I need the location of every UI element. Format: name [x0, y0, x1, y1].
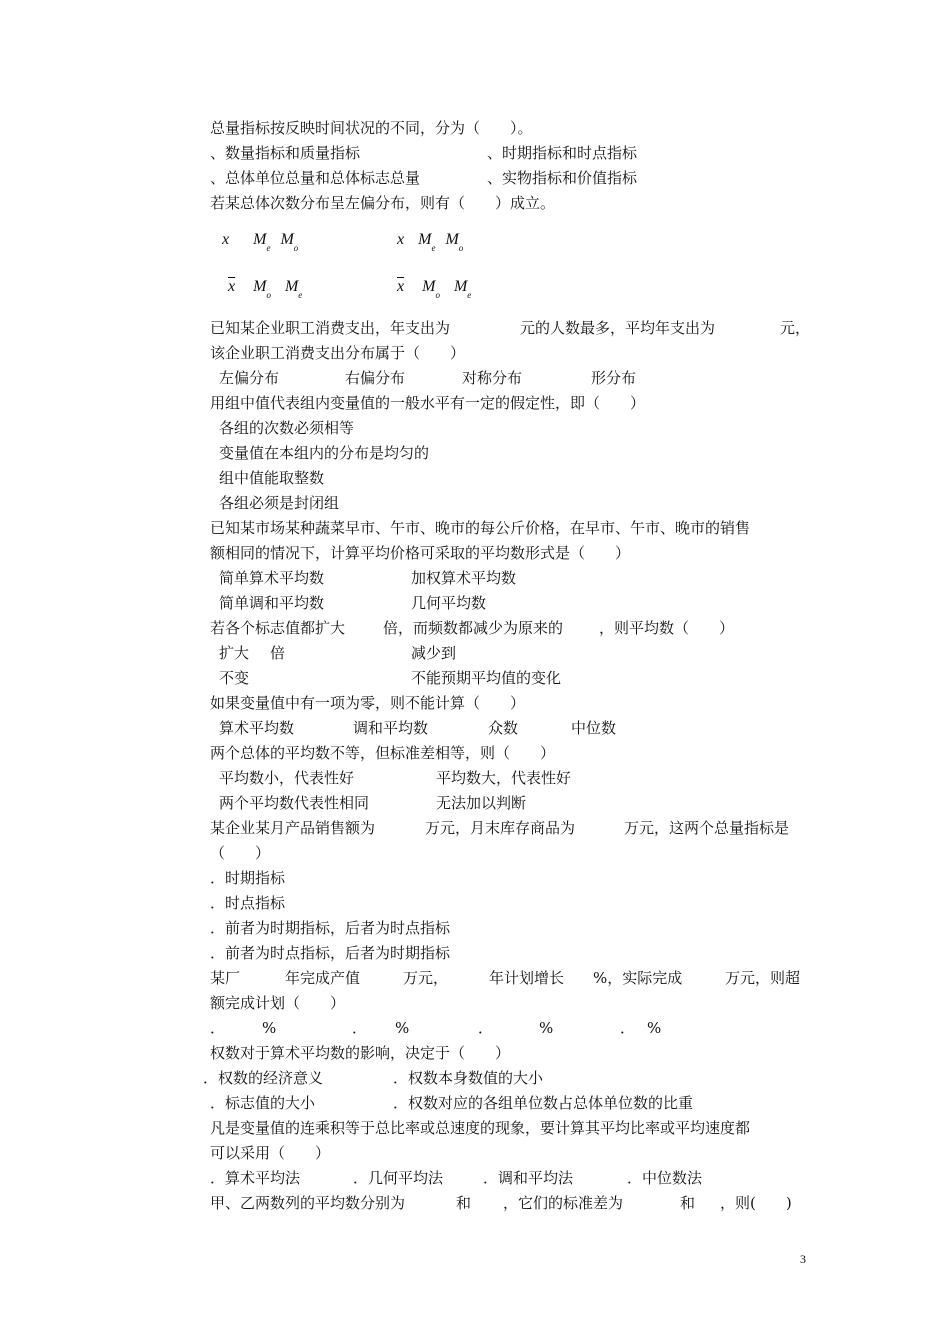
option-b: ．权数本身数值的大小 — [393, 1069, 544, 1087]
option-a: 扩大 — [219, 644, 250, 662]
option-c: 、总体单位总量和总体标志总量 — [210, 169, 421, 187]
question-text: 总量指标按反映时间状况的不同，分为（ ）。 — [210, 119, 533, 137]
math-subscript: o — [458, 243, 464, 253]
option-d: 各组必须是封闭组 — [219, 494, 340, 512]
question-text: 和 — [680, 1194, 696, 1212]
question-text: 某企业某月产品销售额为 — [210, 819, 376, 837]
question-text: ，则( ) — [720, 1194, 792, 1212]
option-d: 、实物指标和价值指标 — [487, 169, 638, 187]
math-symbol: M — [445, 231, 459, 248]
formula-option-b — [397, 230, 463, 258]
option-b: 平均数大，代表性好 — [436, 769, 572, 787]
option-a: 算术平均数 — [219, 719, 295, 737]
option-a: ．算术平均法 — [210, 1169, 301, 1187]
question-text: 万元， — [403, 969, 449, 987]
option-d: 不能预期平均值的变化 — [411, 669, 562, 687]
option-c: ．前者为时期指标，后者为时点指标 — [210, 919, 451, 937]
question-text: 甲、乙两数列的平均数分别为 — [210, 1194, 406, 1212]
option-c: 对称分布 — [462, 369, 523, 387]
math-symbol: M — [422, 278, 436, 295]
option-a: ．权数的经济意义 — [203, 1069, 324, 1087]
option-b: % — [395, 1019, 410, 1037]
question-text: 已知某市场某种蔬菜早市、午市、晚市的每公斤价格，在早市、午市、晚市的销售 — [210, 519, 751, 537]
option-c: 不变 — [219, 669, 250, 687]
math-symbol: M — [253, 278, 267, 295]
option-d: 中位数 — [571, 719, 617, 737]
formula-option-d — [397, 277, 471, 305]
option-a: ．时期指标 — [210, 869, 286, 887]
question-text: 权数对于算术平均数的影响，决定于（ ） — [210, 1044, 511, 1062]
question-text: 和 — [456, 1194, 472, 1212]
question-text: 已知某企业职工消费支出，年支出为 — [210, 319, 451, 337]
math-subscript: e — [431, 243, 436, 253]
math-symbol: M — [453, 278, 468, 295]
question-text: 该企业职工消费支出分布属于（ ） — [210, 344, 466, 362]
option-d: ．权数对应的各组单位数占总体单位数的比重 — [393, 1094, 694, 1112]
option-c: 简单调和平均数 — [219, 594, 325, 612]
question-text: 凡是变量值的连乘积等于总比率或总速度的现象，要计算其平均比率或平均速度都 — [210, 1119, 751, 1137]
option-c: 组中值能取整数 — [219, 469, 325, 487]
option-d: 无法加以判断 — [436, 794, 527, 812]
option-c: 众数 — [488, 719, 519, 737]
math-symbol: M — [280, 231, 294, 248]
question-text: 两个总体的平均数不等，但标准差相等，则（ ） — [210, 744, 556, 762]
question-text: （ ） — [210, 844, 271, 862]
question-text: 万元，则超 — [725, 969, 801, 987]
option-b: 、时期指标和时点指标 — [487, 144, 638, 162]
question-text: 若某总体次数分布呈左偏分布，则有（ ）成立。 — [210, 194, 556, 212]
option-a: % — [262, 1019, 277, 1037]
question-text: 万元，这两个总量指标是 — [624, 819, 790, 837]
option-a: ． — [210, 1019, 226, 1037]
option-d: % — [647, 1019, 662, 1037]
option-b: 变量值在本组内的分布是均匀的 — [219, 444, 430, 462]
option-a: 平均数小，代表性好 — [219, 769, 355, 787]
option-c: ． — [478, 1019, 494, 1037]
question-text: 元的人数最多，平均年支出为 — [520, 319, 716, 337]
question-text: 用组中值代表组内变量值的一般水平有一定的假定性，即（ ） — [210, 394, 646, 412]
math-symbol: M — [284, 278, 299, 295]
option-b: ．几何平均法 — [353, 1169, 444, 1187]
question-text: %，实际完成 — [593, 969, 683, 987]
option-d: ． — [620, 1019, 636, 1037]
formula-option-a — [222, 230, 298, 258]
option-a: 简单算术平均数 — [219, 569, 325, 587]
question-text: 倍，而频数都减少为原来的 — [383, 619, 564, 637]
math-symbol: x — [397, 231, 405, 248]
question-text: 若各个标志值都扩大 — [210, 619, 346, 637]
formula-option-c — [228, 277, 302, 305]
math-symbol: $\overline{x}$ — [397, 278, 405, 295]
math-subscript: o — [435, 290, 440, 300]
question-text: ，它们的标准差为 — [503, 1194, 624, 1212]
math-subscript: e — [298, 290, 303, 300]
question-text: ，则平均数（ ） — [599, 619, 735, 637]
option-b: 加权算术平均数 — [411, 569, 517, 587]
question-text: 万元，月末库存商品为 — [425, 819, 576, 837]
math-subscript: o — [293, 243, 299, 253]
option-c: ．标志值的大小 — [210, 1094, 316, 1112]
math-symbol: M — [253, 231, 267, 248]
option-a: 倍 — [270, 644, 286, 662]
question-text: 可以采用（ ） — [210, 1144, 331, 1162]
math-subscript: e — [467, 290, 472, 300]
math-subscript: o — [266, 290, 271, 300]
option-c: 两个平均数代表性相同 — [219, 794, 370, 812]
option-a: 各组的次数必须相等 — [219, 419, 355, 437]
option-d: ．前者为时点指标，后者为时期指标 — [210, 944, 451, 962]
option-b: 减少到 — [411, 644, 457, 662]
option-c: ．调和平均法 — [483, 1169, 574, 1187]
question-text: 年完成产值 — [285, 969, 361, 987]
math-subscript: e — [266, 243, 271, 253]
option-d: 形分布 — [591, 369, 637, 387]
option-b: 调和平均数 — [353, 719, 429, 737]
option-b: ． — [352, 1019, 368, 1037]
question-text: 额完成计划（ ） — [210, 994, 346, 1012]
math-symbol: M — [418, 231, 432, 248]
option-a: 、数量指标和质量指标 — [210, 144, 361, 162]
math-symbol: $\overline{x}$ — [228, 278, 236, 295]
question-text: 年计划增长 — [489, 969, 565, 987]
option-a: 左偏分布 — [219, 369, 280, 387]
question-text: 额相同的情况下，计算平均价格可采取的平均数形式是（ ） — [210, 544, 631, 562]
option-b: ．时点指标 — [210, 894, 286, 912]
question-text: 元， — [780, 319, 811, 337]
option-c: % — [539, 1019, 554, 1037]
option-d: ．中位数法 — [627, 1169, 703, 1187]
page-number: 3 — [800, 1252, 806, 1266]
option-d: 几何平均数 — [411, 594, 487, 612]
question-text: 某厂 — [210, 969, 241, 987]
math-symbol: x — [222, 231, 230, 248]
option-b: 右偏分布 — [345, 369, 406, 387]
question-text: 如果变量值中有一项为零，则不能计算（ ） — [210, 694, 526, 712]
